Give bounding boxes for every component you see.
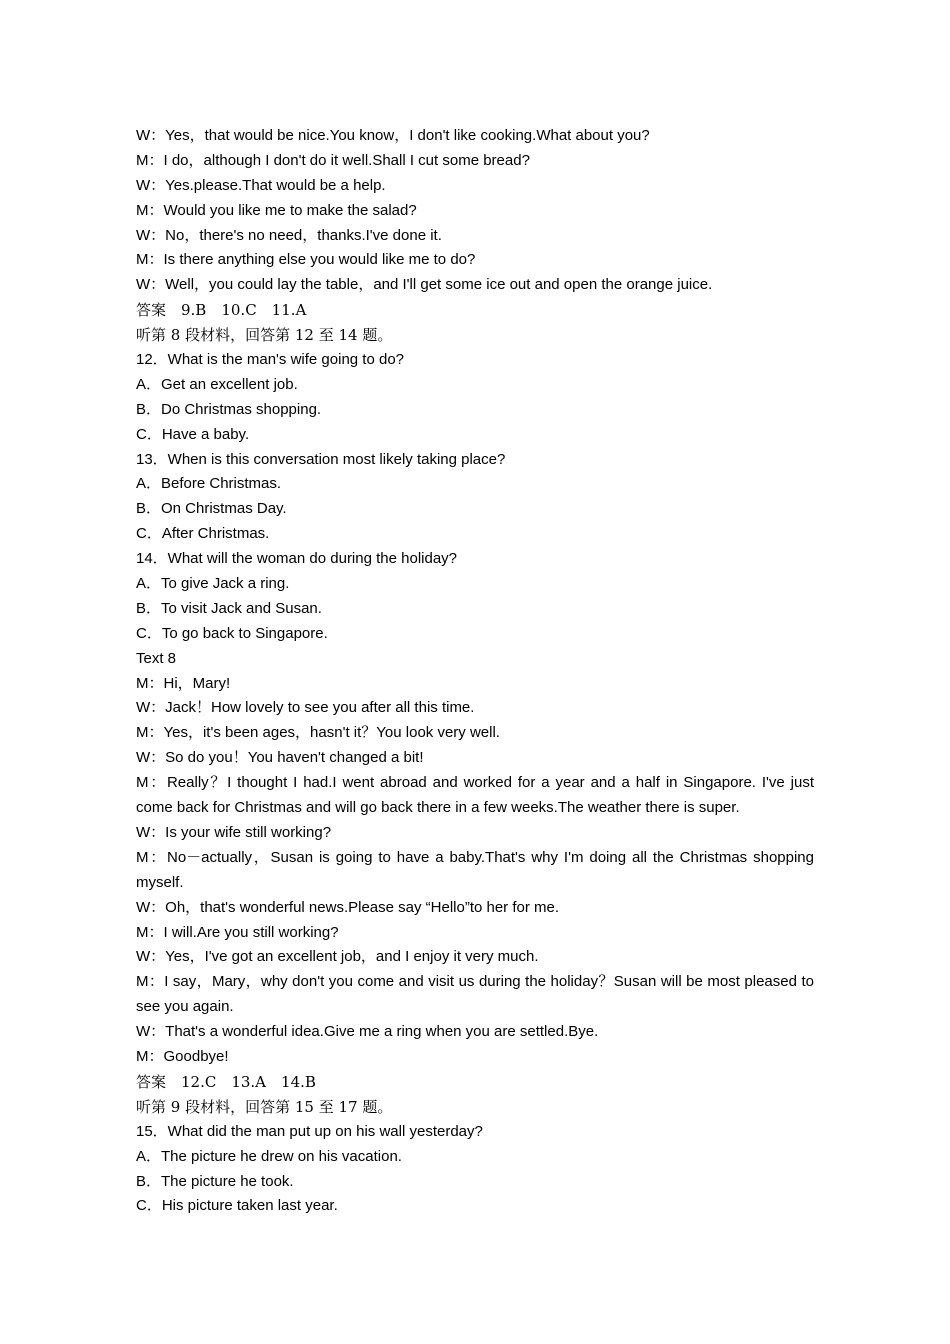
text-line: 听第 8 段材料，回答第 12 至 14 题。: [136, 326, 393, 345]
text-line: M：Would you like me to make the salad?: [136, 201, 417, 219]
text-line: M：Is there anything else you would like me to do?: [136, 251, 476, 269]
text-line: 13．When is this conversation most likely taking place?: [136, 450, 506, 468]
text-line: W：No，there's no need，thanks.I've done it.: [136, 226, 442, 244]
text-line: A．To give Jack a ring.: [136, 575, 290, 593]
text-line: B．Do Christmas shopping.: [136, 400, 322, 418]
text-line: W：So do you！You haven't changed a bit!: [136, 749, 424, 767]
text-line: A．Get an excellent job.: [136, 375, 298, 393]
text-paragraph: M：No－actually，Susan is going to have a baby.That's why I'm doing all the Christmas shopping myself.: [136, 848, 814, 891]
text-line: W：Is your wife still working?: [136, 823, 332, 841]
text-line: 12．What is the man's wife going to do?: [136, 351, 405, 369]
text-line: M：Hi，Mary!: [136, 674, 231, 692]
text-line: M：Yes，it's been ages，hasn't it？You look very well.: [136, 724, 500, 742]
text-line: M：I do，although I don't do it well.Shall I cut some bread?: [136, 151, 530, 169]
document-page: [136, 124, 814, 1219]
text-paragraph: M：I say，Mary，why don't you come and visit us during the holiday？Susan will be most pleased to see you again.: [136, 973, 814, 1016]
text-line: A．Before Christmas.: [136, 475, 282, 493]
text-line: W：Yes，I've got an excellent job，and I enjoy it very much.: [136, 948, 539, 966]
text-line: B．To visit Jack and Susan.: [136, 599, 322, 617]
text-line: W：Yes.please.That would be a help.: [136, 176, 386, 194]
text-line: 15．What did the man put up on his wall yesterday?: [136, 1122, 483, 1140]
text-line: C．Have a baby.: [136, 425, 250, 443]
text-line: A．The picture he drew on his vacation.: [136, 1147, 402, 1165]
text-line: B．On Christmas Day.: [136, 500, 287, 518]
text-line: 听第 9 段材料，回答第 15 至 17 题。: [136, 1097, 393, 1116]
text-line: W：That's a wonderful idea.Give me a ring when you are settled.Bye.: [136, 1023, 599, 1041]
text-paragraph: M：Really？I thought I had.I went abroad and worked for a year and a half in Singapore. I've just come back for Christmas and will go back there in a few weeks.The weather there is super.: [136, 774, 814, 817]
text-line: 答案 12.C 13.A 14.B: [136, 1072, 316, 1091]
text-line: 14．What will the woman do during the holiday?: [136, 550, 458, 568]
text-line: Text 8: [136, 649, 177, 667]
text-line: 答案 9.B 10.C 11.A: [136, 301, 307, 320]
text-line: C．To go back to Singapore.: [136, 624, 328, 642]
text-line: M：I will.Are you still working?: [136, 923, 339, 941]
text-line: B．The picture he took.: [136, 1172, 294, 1190]
text-line: C．After Christmas.: [136, 525, 270, 543]
text-line: M：Goodbye!: [136, 1048, 229, 1066]
text-line: W：Yes，that would be nice.You know，I don't like cooking.What about you?: [136, 127, 650, 144]
text-line: C．His picture taken last year.: [136, 1197, 338, 1215]
text-line: W：Jack！How lovely to see you after all this time.: [136, 699, 475, 717]
text-line: W：Well，you could lay the table，and I'll get some ice out and open the orange juice.: [136, 276, 713, 294]
text-line: W：Oh，that's wonderful news.Please say “Hello”to her for me.: [136, 898, 560, 916]
